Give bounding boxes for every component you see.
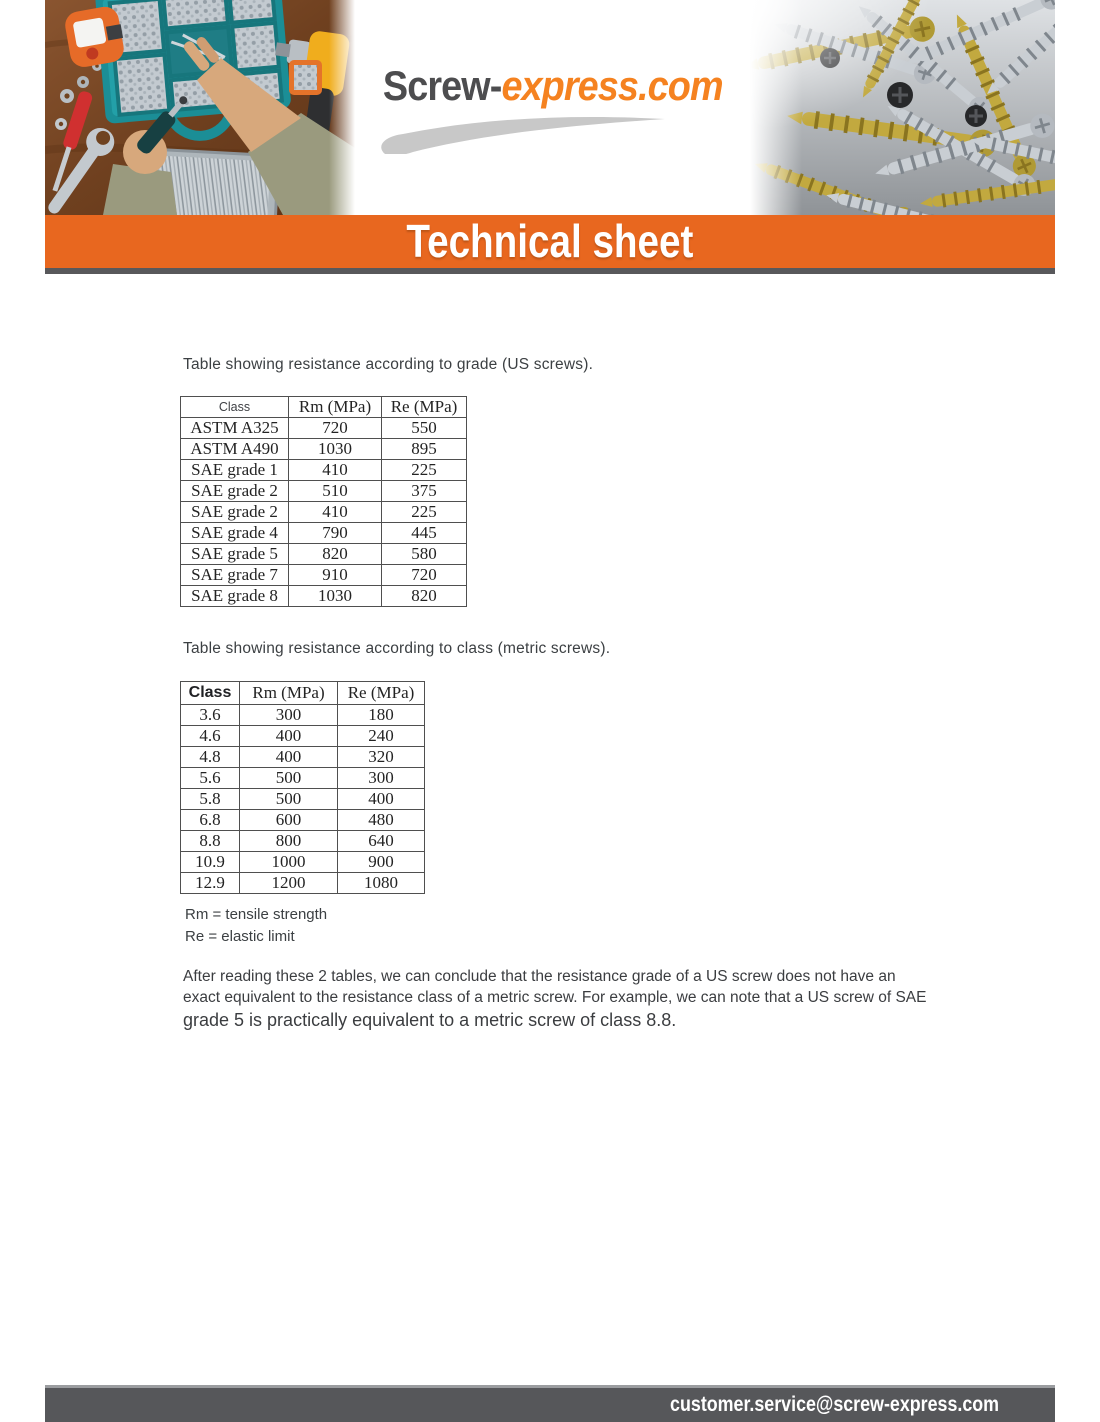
table-row: [181, 831, 425, 852]
table-cell: 1030: [289, 439, 382, 460]
table-cell: 480: [338, 810, 425, 831]
table-row: [181, 852, 425, 873]
table-row: [181, 726, 425, 747]
logo-text-prefix: Screw-: [382, 61, 502, 109]
screws-photo-illustration: [750, 0, 1055, 215]
table-cell: 400: [240, 726, 338, 747]
table-cell: 720: [289, 418, 382, 439]
table-cell: 410: [289, 460, 382, 481]
conclusion-line-2: exact equivalent to the resistance class of a metric screw. For example, we can note that a US screw of SAE: [183, 989, 927, 1006]
table-cell: 225: [382, 502, 467, 523]
table-cell: 800: [240, 831, 338, 852]
column-header: Re (MPa): [382, 397, 467, 418]
legend-rm: Rm = tensile strength: [185, 906, 328, 923]
table-cell: SAE grade 4: [181, 523, 289, 544]
table-cell: 720: [382, 565, 467, 586]
table-cell: 900: [338, 852, 425, 873]
table-header-row: [181, 397, 467, 418]
table-cell: 300: [240, 705, 338, 726]
table-row: [181, 810, 425, 831]
table-cell: 510: [289, 481, 382, 502]
table-cell: 1080: [338, 873, 425, 894]
table-header-row: [181, 682, 425, 705]
logo-text: [383, 62, 723, 110]
table-cell: 240: [338, 726, 425, 747]
table-row: [181, 873, 425, 894]
table-cell: 640: [338, 831, 425, 852]
table-row: [181, 565, 467, 586]
table-row: [181, 747, 425, 768]
column-header: Re (MPa): [338, 682, 425, 705]
table-cell: 4.8: [181, 747, 240, 768]
column-header: Rm (MPa): [289, 397, 382, 418]
table-cell: 790: [289, 523, 382, 544]
table-cell: 580: [382, 544, 467, 565]
table-cell: 4.6: [181, 726, 240, 747]
table-row: [181, 481, 467, 502]
column-header: Class: [181, 397, 289, 418]
workbench-photo-illustration: [45, 0, 355, 215]
table-cell: SAE grade 1: [181, 460, 289, 481]
table-cell: 320: [338, 747, 425, 768]
table-cell: 820: [382, 586, 467, 607]
parts-bin: [289, 60, 322, 95]
table-cell: 12.9: [181, 873, 240, 894]
table-cell: 500: [240, 768, 338, 789]
table-cell: 910: [289, 565, 382, 586]
footer-bar: [45, 1385, 1055, 1422]
table-cell: 6.8: [181, 810, 240, 831]
table-cell: 300: [338, 768, 425, 789]
screws-photo: [750, 0, 1055, 215]
column-header: Rm (MPa): [240, 682, 338, 705]
banner-underline: [45, 268, 1055, 274]
table-cell: ASTM A325: [181, 418, 289, 439]
conclusion-line-3: grade 5 is practically equivalent to a metric screw of class 8.8.: [183, 1010, 677, 1030]
table-row: [181, 544, 467, 565]
table-cell: 3.6: [181, 705, 240, 726]
table-cell: 375: [382, 481, 467, 502]
conclusion-paragraph: [183, 966, 927, 1032]
table-cell: 820: [289, 544, 382, 565]
table-cell: SAE grade 5: [181, 544, 289, 565]
table-cell: SAE grade 2: [181, 502, 289, 523]
table-cell: 400: [338, 789, 425, 810]
table-cell: SAE grade 2: [181, 481, 289, 502]
table-row: [181, 789, 425, 810]
footer-email: customer.service@screw-express.com: [670, 1393, 999, 1416]
table-row: [181, 460, 467, 481]
table-cell: 1000: [240, 852, 338, 873]
page-title: Technical sheet: [406, 215, 694, 267]
table-cell: 8.8: [181, 831, 240, 852]
us-resistance-table: [180, 396, 467, 607]
table-cell: SAE grade 8: [181, 586, 289, 607]
table-row: [181, 768, 425, 789]
table-row: [181, 586, 467, 607]
table-cell: 5.8: [181, 789, 240, 810]
table-cell: SAE grade 7: [181, 565, 289, 586]
table-cell: 550: [382, 418, 467, 439]
table-cell: 410: [289, 502, 382, 523]
table-cell: 10.9: [181, 852, 240, 873]
us-table-title: Table showing resistance according to grade (US screws).: [183, 356, 594, 373]
table-row: [181, 705, 425, 726]
conclusion-line-1: After reading these 2 tables, we can conclude that the resistance grade of a US screw does not have an: [183, 968, 896, 985]
metric-resistance-table: [180, 681, 425, 894]
table-cell: 180: [338, 705, 425, 726]
table-cell: 400: [240, 747, 338, 768]
metric-table-title: Table showing resistance according to class (metric screws).: [183, 640, 611, 657]
table-row: [181, 439, 467, 460]
legend-re: Re = elastic limit: [185, 928, 295, 945]
table-row: [181, 418, 467, 439]
table-cell: 445: [382, 523, 467, 544]
logo-text-suffix: express.com: [501, 61, 723, 109]
logo: [355, 0, 750, 215]
table-cell: 5.6: [181, 768, 240, 789]
table-cell: 225: [382, 460, 467, 481]
logo-swoosh: [373, 112, 673, 154]
title-banner: [45, 215, 1055, 268]
workbench-photo: [45, 0, 355, 215]
table-row: [181, 523, 467, 544]
column-header: Class: [181, 682, 240, 705]
table-cell: ASTM A490: [181, 439, 289, 460]
table-cell: 895: [382, 439, 467, 460]
table-cell: 500: [240, 789, 338, 810]
table-cell: 1030: [289, 586, 382, 607]
table-cell: 1200: [240, 873, 338, 894]
table-row: [181, 502, 467, 523]
table-cell: 600: [240, 810, 338, 831]
